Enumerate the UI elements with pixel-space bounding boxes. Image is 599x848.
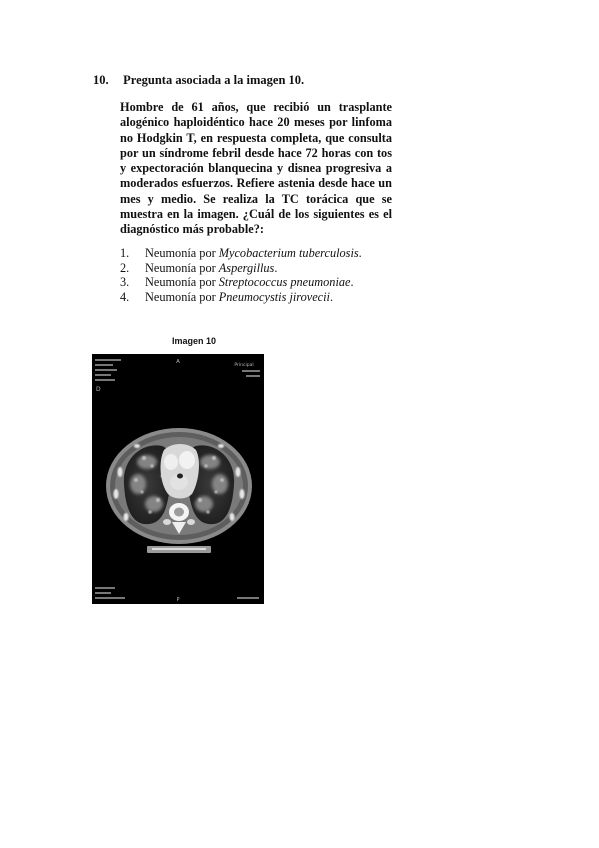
option-number: 1. [120, 246, 130, 260]
option-text: Neumonía por Aspergillus. [145, 260, 278, 275]
ct-top-marker: A [176, 359, 180, 365]
option-2[interactable] [120, 261, 362, 276]
option-text: Neumonía por Mycobacterium tuberculosis. [145, 246, 362, 260]
option-1[interactable] [120, 246, 362, 261]
question-number: 10. [93, 73, 109, 87]
option-3[interactable] [120, 275, 362, 290]
option-text: Neumonía por Pneumocystis jirovecii. [145, 289, 334, 304]
ct-scan-svg [92, 354, 264, 604]
question-header [93, 73, 304, 88]
option-number: 4. [120, 289, 130, 304]
ct-bottom-marker: P [176, 597, 180, 603]
ct-right-label: Principal [234, 363, 254, 368]
answer-options [120, 246, 362, 304]
figure-title: Imagen 10 [172, 336, 217, 346]
question-title: Pregunta asociada a la imagen 10. [123, 73, 305, 87]
option-number: 3. [120, 275, 130, 289]
question-stem: Hombre de 61 años, que recibió un trasplante alogénico haploidéntico hace 20 meses por linfoma no Hodgkin T, en respuesta completa, que consulta por un síndrome febril desde hace 72 horas con tos y expectoración blanquecina y disnea progresiva a moderados esfuerzos. Refiere astenia desde hace un mes y medio. Se realiza la TC torácica que se muestra en la imagen. ¿Cuál de los siguientes es el diagnóstico más probable?: [120, 100, 392, 237]
ct-scan-image [92, 354, 264, 604]
ct-left-marker: D [96, 386, 101, 393]
option-text: Neumonía por Streptococcus pneumoniae. [145, 275, 354, 289]
option-number: 2. [120, 260, 130, 275]
option-4[interactable] [120, 290, 362, 305]
